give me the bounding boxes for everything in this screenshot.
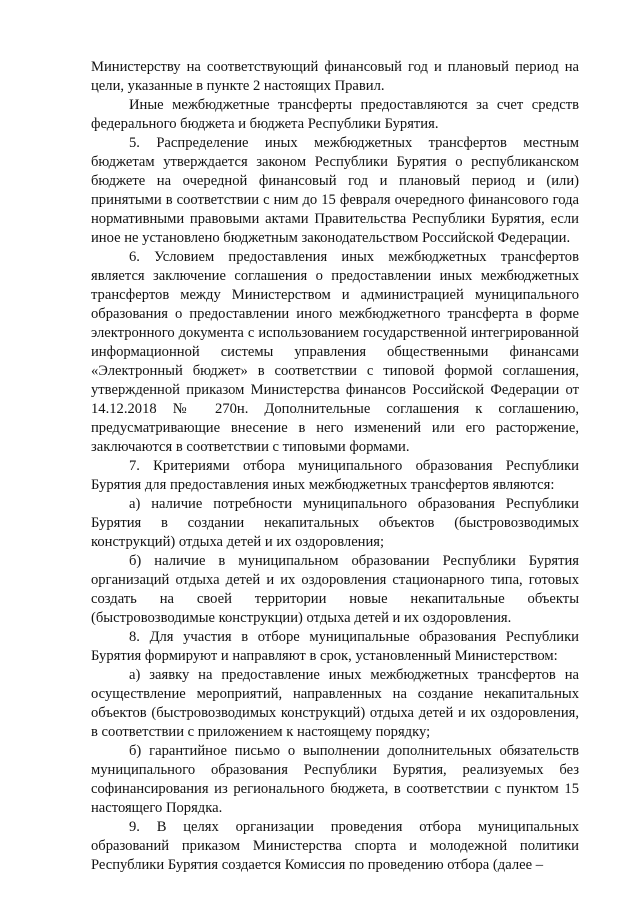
- paragraph-item-7a: а) наличие потребности муниципального образования Республики Бурятия в создании некапитальных объектов (быстровозводимых конструкций) отдыха детей и их оздоровления;: [91, 496, 579, 550]
- paragraph-item-5: 5. Распределение иных межбюджетных трансфертов местным бюджетам утверждается законом Республики Бурятия о республиканском бюджете на очередной финансовый год и плановый период и (или) принятыми в соответствии с ним до 15 февраля очередного финансового года нормативными правовыми актами Правительства Республики Бурятия, если иное не установлено бюджетным законодательством Российской Федерации.: [91, 135, 579, 246]
- paragraph-item-8: 8. Для участия в отборе муниципальные образования Республики Бурятия формируют и направляют в срок, установленный Министерством:: [91, 629, 579, 664]
- paragraph-item-7b: б) наличие в муниципальном образовании Республики Бурятия организаций отдыха детей и их оздоровления стационарного типа, готовых создать на своей территории новые некапитальные объекты (быстровозводимые конструкции) отдыха детей и их оздоровления.: [91, 553, 579, 626]
- document-body: [91, 58, 579, 875]
- paragraph-continuation: Министерству на соответствующий финансовый год и плановый период на цели, указанные в пункте 2 настоящих Правил.: [91, 59, 579, 94]
- paragraph-item-6: 6. Условием предоставления иных межбюджетных трансфертов является заключение соглашения о предоставлении иных межбюджетных трансфертов между Министерством и администрацией муниципального образования о предоставлении иного межбюджетного трансферта в форме электронного документа с использованием государственной интегрированной информационной системы управления общественными финансами «Электронный бюджет» в соответствии с типовой формой соглашения, утвержденной приказом Министерства финансов Российской Федерации от 14.12.2018 № 270н. Дополнительные соглашения к соглашению, предусматривающие внесение в него изменений или его расторжение, заключаются в соответствии с типовыми формами.: [91, 249, 579, 455]
- paragraph-item-7: 7. Критериями отбора муниципального образования Республики Бурятия для предоставления иных межбюджетных трансфертов являются:: [91, 458, 579, 493]
- paragraph-funding-sources: Иные межбюджетные трансферты предоставляются за счет средств федерального бюджета и бюджета Республики Бурятия.: [91, 97, 579, 132]
- paragraph-item-8b: б) гарантийное письмо о выполнении дополнительных обязательств муниципального образования Республики Бурятия, реализуемых без софинансирования из регионального бюджета, в соответствии с пунктом 15 настоящего Порядка.: [91, 743, 579, 816]
- paragraph-item-9: 9. В целях организации проведения отбора муниципальных образований приказом Министерства спорта и молодежной политики Республики Бурятия создается Комиссия по проведению отбора (далее –: [91, 819, 579, 873]
- paragraph-item-8a: а) заявку на предоставление иных межбюджетных трансфертов на осуществление мероприятий, направленных на создание некапитальных объектов (быстровозводимых конструкций) отдыха детей и их оздоровления, в соответствии с приложением к настоящему порядку;: [91, 667, 579, 740]
